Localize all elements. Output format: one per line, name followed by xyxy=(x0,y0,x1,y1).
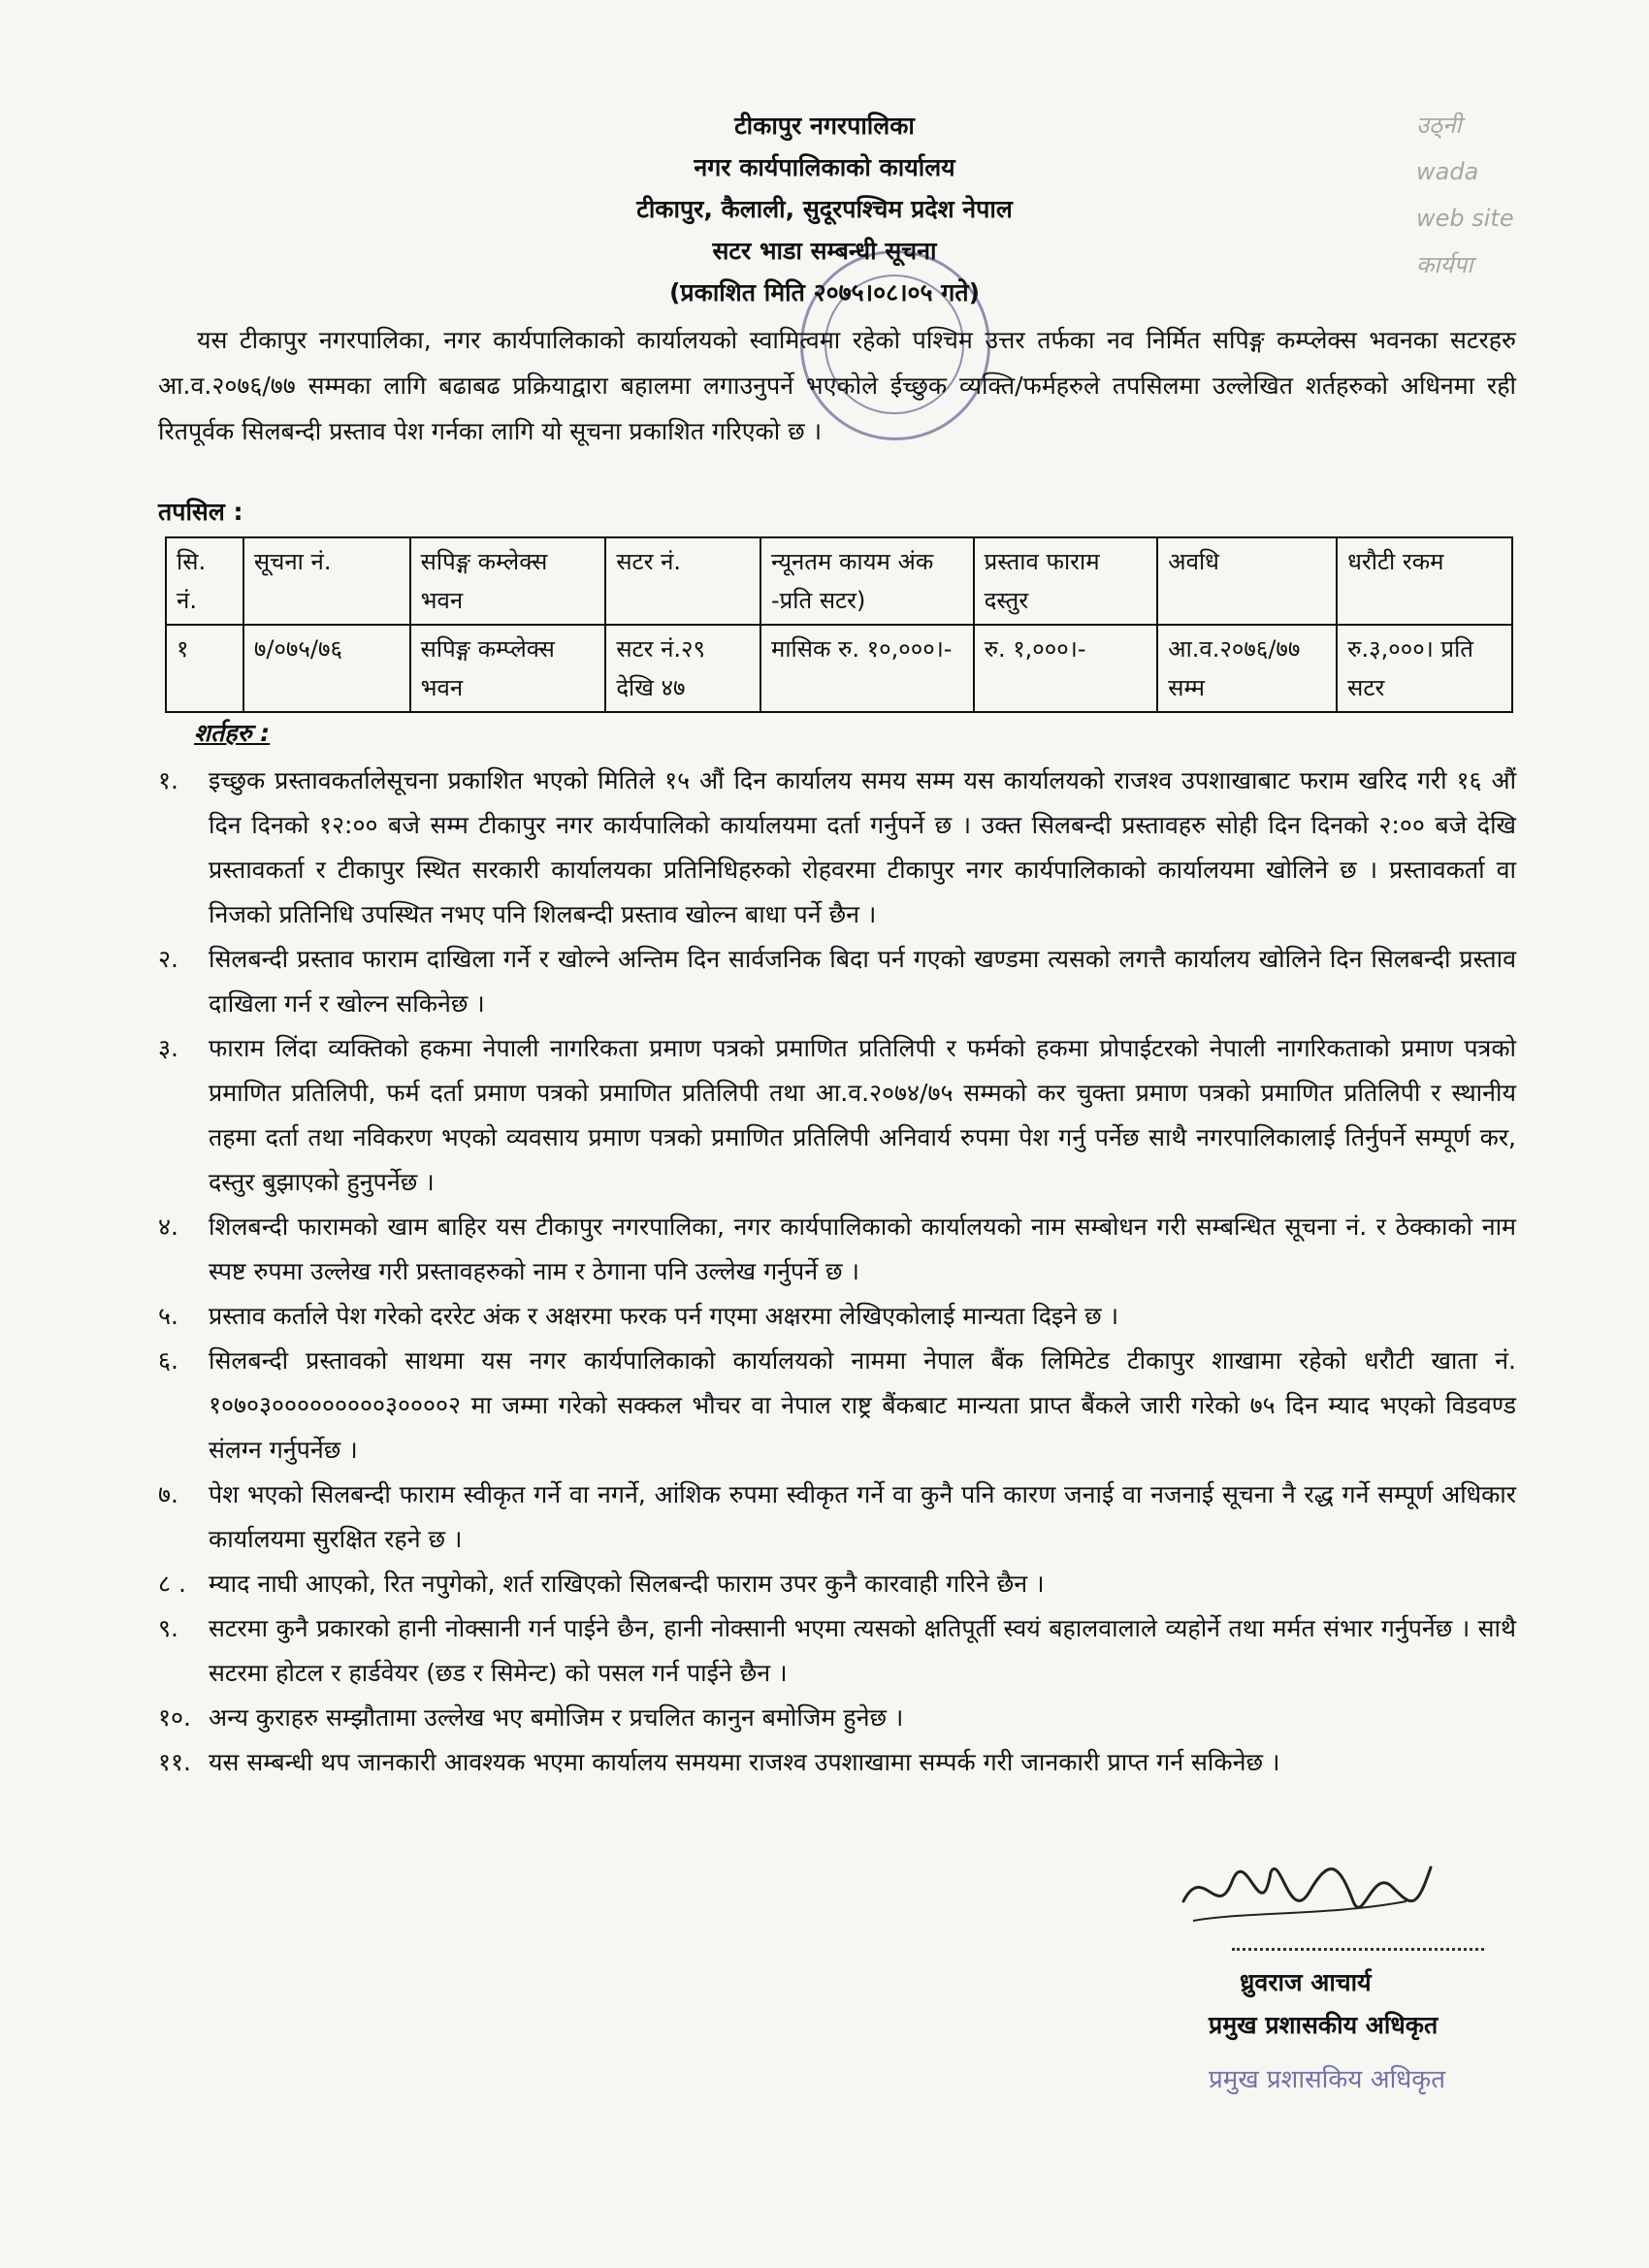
column-header: सटर नं. xyxy=(605,537,760,625)
letterhead xyxy=(0,105,1649,313)
condition-number: ६. xyxy=(158,1346,178,1375)
table-cell: रु.३,०००। प्रति सटर xyxy=(1337,625,1512,712)
condition-number: ४. xyxy=(158,1213,178,1241)
schedule-table xyxy=(165,536,1513,713)
column-header: सूचना नं. xyxy=(243,537,410,625)
office-address: टीकापुर, कैलाली, सुदूरपश्चिम प्रदेश नेपाल xyxy=(636,195,1013,223)
condition-text: इच्छुक प्रस्तावकर्तालेसूचना प्रकाशित भएको मितिले १५ औं दिन कार्यालय समय सम्म यस कार्यालयको राजश्व उपशाखाबाट फराम खरिद गरी १६ औं दिन दिनको १२:०० बजे सम्म टीकापुर नगर कार्यपालिको कार्यालयमा दर्ता गर्नुपर्ने छ । उक्त सिलबन्दी प्रस्तावहरु सोही दिन दिनको २:०० बजे देखि प्रस्तावकर्ता र टीकापुर स्थित सरकारी कार्यालयका प्रतिनिधिहरुको रोहवरमा टीकापुर नगर कार्यपालिकाको कार्यालयमा खोलिने छ । प्रस्तावकर्ता वा निजको प्रतिनिधि उपस्थित नभए पनि शिलबन्दी प्रस्ताव खोल्न बाधा पर्ने छैन । xyxy=(209,766,1516,928)
condition-item xyxy=(158,1740,1516,1785)
signatory-name: ध्रुवराज आचार्य xyxy=(1240,1968,1372,1996)
publication-date: (प्रकाशित मिति २०७५।०८।०५ गते) xyxy=(668,278,980,307)
conditions-heading: शर्तहरु : xyxy=(194,719,271,747)
column-header: सि. नं. xyxy=(166,537,243,625)
table-cell: १ xyxy=(166,625,243,712)
margin-note: कार्यपा xyxy=(1416,251,1473,278)
signature-scribble xyxy=(1174,1843,1445,1950)
column-header: अवधि xyxy=(1157,537,1337,625)
condition-item xyxy=(158,1696,1516,1740)
notice-title: सटर भाडा सम्बन्धी सूचना xyxy=(712,237,937,265)
condition-text: प्रस्ताव कर्ताले पेश गरेको दररेट अंक र अक्षरमा फरक पर्न गएमा अक्षरमा लेखिएकोलाई मान्यता दिइने छ । xyxy=(209,1302,1119,1330)
margin-note: web site xyxy=(1416,205,1514,232)
condition-text: फाराम लिंदा व्यक्तिको हकमा नेपाली नागरिकता प्रमाण पत्रको प्रमाणित प्रतिलिपी र फर्मको हकमा प्रोपाईटरको नेपाली नागरिकताको प्रमाण पत्रको प्रमाणित प्रतिलिपी, फर्म दर्ता प्रमाण पत्रको प्रमाणित प्रतिलिपी तथा आ.व.२०७४/७५ सम्मको कर चुक्ता प्रमाण पत्रको प्रमाणित प्रतिलिपी र स्थानीय तहमा दर्ता तथा नविकरण भएको व्यवसाय प्रमाण पत्रको प्रमाणित प्रतिलिपी अनिवार्य रुपमा पेश गर्नु पर्नेछ साथै नगरपालिकालाई तिर्नुपर्ने सम्पूर्ण कर, दस्तुर बुझाएको हुनुपर्नेछ । xyxy=(209,1034,1516,1196)
table-cell: मासिक रु. १०,०००।- xyxy=(760,625,974,712)
condition-text: पेश भएको सिलबन्दी फाराम स्वीकृत गर्ने वा नगर्ने, आंशिक रुपमा स्वीकृत गर्ने वा कुनै पनि कारण जनाई वा नजनाई सूचना नै रद्ध गर्ने सम्पूर्ण अधिकार कार्यालयमा सुरक्षित रहने छ । xyxy=(209,1480,1516,1553)
table-cell: सटर नं.२९ देखि ४७ xyxy=(605,625,760,712)
condition-number: २. xyxy=(158,945,178,973)
condition-text: यस सम्बन्धी थप जानकारी आवश्यक भएमा कार्यालय समयमा राजश्व उपशाखामा सम्पर्क गरी जानकारी प्राप्त गर्न सकिनेछ । xyxy=(209,1748,1280,1776)
condition-text: शिलबन्दी फारामको खाम बाहिर यस टीकापुर नगरपालिका, नगर कार्यपालिकाको कार्यालयको नाम सम्बोधन गरी सम्बन्धित सूचना नं. र ठेक्काको नाम स्पष्ट रुपमा उल्लेख गरी प्रस्तावहरुको नाम र ठेगाना पनि उल्लेख गर्नुपर्ने छ । xyxy=(209,1213,1516,1285)
condition-number: ९. xyxy=(158,1614,178,1642)
table-row xyxy=(166,625,1512,712)
condition-item xyxy=(158,1473,1516,1562)
condition-item xyxy=(158,937,1516,1026)
condition-text: सिलबन्दी प्रस्तावको साथमा यस नगर कार्यपालिकाको कार्यालयको नाममा नेपाल बैंक लिमिटेड टीकापुर शाखामा रहेको धरौटी खाता नं. १०७०३०००००००००३००००२ मा जम्मा गरेको सक्कल भौचर वा नेपाल राष्ट्र बैंकबाट मान्यता प्राप्त बैंकले जारी गरेको ७५ दिन म्याद भएको विडवण्ड संलग्न गर्नुपर्नेछ । xyxy=(209,1346,1516,1464)
margin-note: उठ्नी xyxy=(1416,112,1462,139)
condition-item xyxy=(158,1562,1516,1606)
condition-text: म्याद नाघी आएको, रित नपुगेको, शर्त राखिएको सिलबन्दी फाराम उपर कुनै कारवाही गरिने छैन । xyxy=(209,1570,1045,1598)
condition-text: सिलबन्दी प्रस्ताव फाराम दाखिला गर्ने र खोल्ने अन्तिम दिन सार्वजनिक बिदा पर्न गएको खण्डमा त्यसको लगत्तै कार्यालय खोलिने दिन सिलबन्दी प्रस्ताव दाखिला गर्न र खोल्न सकिनेछ । xyxy=(209,945,1516,1018)
schedule-label: तपसिल : xyxy=(158,498,243,526)
condition-number: १०. xyxy=(158,1703,191,1732)
intro-paragraph: यस टीकापुर नगरपालिका, नगर कार्यपालिकाको कार्यालयको स्वामित्वमा रहेको पश्चिम उत्तर तर्फका नव निर्मित सपिङ्ग कम्प्लेक्स भवनका सटरहरु आ.व.२०७६/७७ सम्मका लागि बढाबढ प्रक्रियाद्वारा बहालमा लगाउनुपर्ने भएकोले ईच्छुक व्यक्ति/फर्महरुले तपसिलमा उल्लेखित शर्तहरुको अधिनमा रही रितपूर्वक सिलबन्दी प्रस्ताव पेश गर्नका लागि यो सूचना प्रकाशित गरिएको छ । xyxy=(158,326,1516,445)
condition-number: ७. xyxy=(158,1480,178,1508)
title-stamp: प्रमुख प्रशासकिय अधिकृत xyxy=(1209,2065,1446,2094)
condition-number: ८ . xyxy=(158,1570,186,1598)
condition-item xyxy=(158,1026,1516,1205)
condition-item xyxy=(158,1294,1516,1339)
table-cell: रु. १,०००।- xyxy=(974,625,1158,712)
municipality-name: टीकापुर नगरपालिका xyxy=(734,112,915,140)
condition-item xyxy=(158,1606,1516,1696)
column-header: न्यूनतम कायम अंक -प्रति सटर) xyxy=(760,537,974,625)
condition-number: १. xyxy=(158,766,178,794)
condition-item xyxy=(158,1339,1516,1473)
table-header-row xyxy=(166,537,1512,625)
signatory-title: प्रमुख प्रशासकीय अधिकृत xyxy=(1209,2011,1439,2039)
column-header: सपिङ्ग कम्लेक्स भवन xyxy=(410,537,606,625)
conditions-list xyxy=(158,759,1516,1785)
table-cell: आ.व.२०७६/७७ सम्म xyxy=(1157,625,1337,712)
margin-note: wada xyxy=(1416,158,1479,185)
condition-number: ३. xyxy=(158,1034,178,1062)
condition-item xyxy=(158,1205,1516,1294)
condition-text: सटरमा कुनै प्रकारको हानी नोक्सानी गर्न पाईने छैन, हानी नोक्सानी भएमा त्यसको क्षतिपूर्ती स्वयं बहालवालाले व्यहोर्ने तथा मर्मत संभार गर्नुपर्नेछ । साथै सटरमा होटल र हार्डवेयर (छड र सिमेन्ट) को पसल गर्न पाईने छैन । xyxy=(209,1614,1516,1687)
condition-text: अन्य कुराहरु सम्झौतामा उल्लेख भए बमोजिम र प्रचलित कानुन बमोजिम हुनेछ । xyxy=(209,1703,904,1732)
table-cell: ७/०७५/७६ xyxy=(243,625,410,712)
condition-number: ५. xyxy=(158,1302,178,1330)
table-cell: सपिङ्ग कम्प्लेक्स भवन xyxy=(410,625,606,712)
office-name: नगर कार्यपालिकाको कार्यालय xyxy=(694,153,955,181)
condition-number: ११. xyxy=(158,1748,191,1776)
column-header: धरौटी रकम xyxy=(1337,537,1512,625)
column-header: प्रस्ताव फाराम दस्तुर xyxy=(974,537,1158,625)
signature-block xyxy=(1174,1843,1523,2094)
condition-item xyxy=(158,759,1516,937)
signature-line xyxy=(1232,1948,1484,1951)
